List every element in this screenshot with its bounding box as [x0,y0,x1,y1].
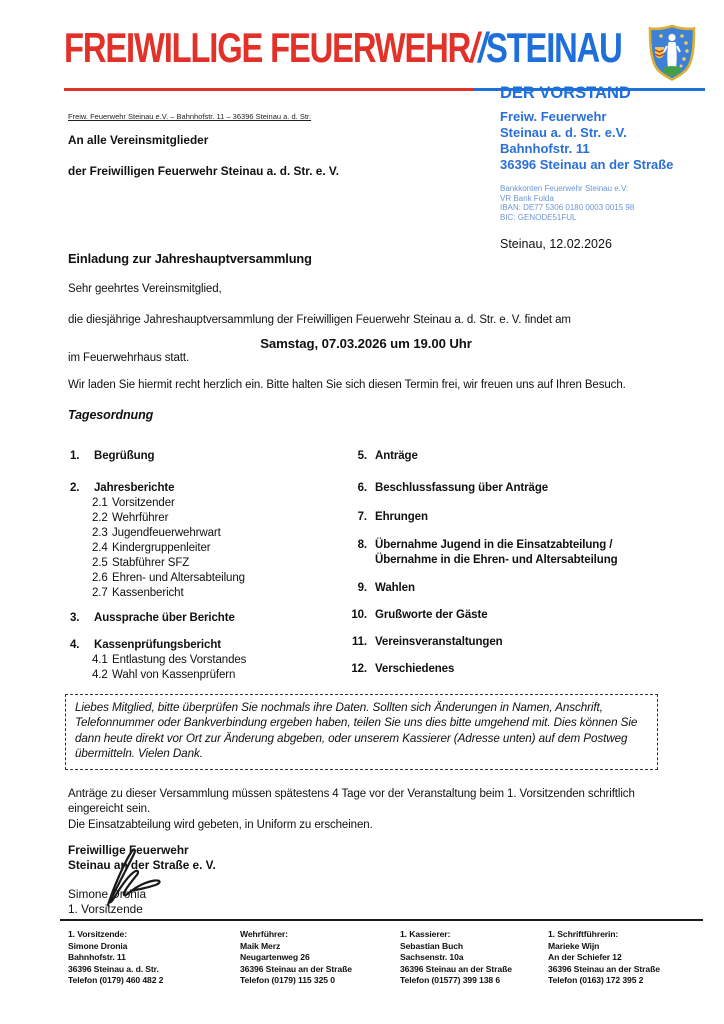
agenda-item: 5. Anträge [357,450,418,462]
vorstand-address-line: Steinau a. d. Str. e.V. [500,125,627,140]
vorstand-address-line: Freiw. Feuerwehr [500,109,607,124]
recipient-line1: An alle Vereinsmitglieder [68,133,209,147]
vorstand-address-block [500,83,710,252]
letter-body [68,251,664,423]
member-data-notice-box: Liebes Mitglied, bitte überprüfen Sie nochmals ihre Daten. Sollten sich Änderungen in Namen, Anschrift, Telefonnummer oder Bankverbindung ergeben haben, teilen Sie uns dies bitte umgehend mit. Dies können Sie dann heute direkt vor Ort zur Änderung abgeben, oder unserem Kassierer (Adresse unten) auf dem Postweg übermitteln. Vielen Dank. [65,694,658,770]
vorstand-address-line: Bahnhofstr. 11 [500,141,590,156]
recipient-block [68,133,339,179]
agenda-item: 6. Beschlussfassung über Anträge [357,482,549,494]
agenda-item: 11. Vereinsveranstaltungen [351,636,503,648]
agenda-right-column [343,449,665,677]
agenda-item: 1. Begrüßung [70,450,155,462]
bank-line: VR Bank Fulda [500,193,554,203]
agenda-subitem: 2.7 Kassenbericht [92,587,184,599]
sender-return-address: Freiw. Feuerwehr Steinau e.V. – Bahnhofstr. 11 – 36396 Steinau a. d. Str. [68,112,312,121]
event-datetime: Samstag, 07.03.2026 um 19.00 Uhr [260,336,472,351]
logo-slash-blue: / [478,24,487,71]
bank-line-iban: IBAN: DE77 5306 0180 0003 0015 98 [500,203,635,213]
logo-text-red: FREIWILLIGE FEUERWEHR [64,24,471,71]
salutation: Sehr geehrtes Vereinsmitglied, [68,283,222,295]
agenda-heading: Tagesordnung [68,408,154,422]
signature-org-line2: Steinau an der Straße e. V. [68,858,216,872]
footer-column-wehrfuehrer: Wehrführer: Maik Merz Neugartenweg 26 36396 Steinau an der Straße Telefon (0179) 115 325 0 [240,929,352,986]
signature-org-line1: Freiwillige Feuerwehr [68,843,189,857]
agenda-subitem: 2.1 Vorsitzender [92,497,175,509]
agenda-item: 2. Jahresberichte [70,482,175,494]
footer-column-vorsitzende: 1. Vorsitzende: Simone Dronia Bahnhofstr. 11 36396 Steinau a. d. Str. Telefon (0179) 460 482 2 [68,929,164,986]
footer-column-kassierer: 1. Kassierer: Sebastian Buch Sachsenstr. 10a 36396 Steinau an der Straße Telefon (01577) 399 138 6 [400,929,512,986]
agenda-item: 10. Grußworte der Gäste [351,609,488,621]
org-logo-wordmark [64,24,724,72]
agenda-subitem: 2.6 Ehren- und Altersabteilung [92,572,245,584]
recipient-line2: der Freiwilligen Feuerwehr Steinau a. d. Str. e. V. [68,164,339,178]
intro-paragraph: die diesjährige Jahreshauptversammlung der Freiwilligen Feuerwehr Steinau a. d. Str. e. V. findet am [68,314,571,326]
footer-column-schriftfuehrerin: 1. Schriftführerin: Marieke Wijn An der Schiefer 12 36396 Steinau an der Straße Telefon (0163) 172 395 2 [548,929,660,986]
agenda-item: 8. Übernahme Jugend in die Einsatzabteilung / Übernahme in die Ehren- und Altersabteilung [357,539,618,566]
event-location: im Feuerwehrhaus statt. [68,352,190,364]
vorstand-heading: DER VORSTAND [500,84,631,102]
date-line: Steinau, 12.02.2026 [500,237,612,252]
agenda-subitem: 4.1 Entlastung des Vorstandes [92,654,247,666]
agenda-item: 7. Ehrungen [357,511,428,523]
agenda-item: 3. Aussprache über Berichte [70,612,235,624]
agenda-item: 9. Wahlen [357,582,415,594]
agenda-subitem: 2.3 Jugendfeuerwehrwart [92,527,221,539]
closing-line2: Die Einsatzabteilung wird gebeten, in Uniform zu erscheinen. [68,818,373,831]
agenda-left-column [70,449,335,683]
agenda-subitem: 2.4 Kindergruppenleiter [92,542,211,554]
closing-paragraphs [68,787,670,833]
agenda-subitem: 4.2 Wahl von Kassenprüfern [92,669,236,681]
agenda-subitem: 2.5 Stabführer SFZ [92,557,190,569]
footer-col-title: 1. Vorsitzende: [68,929,127,939]
footer-col-title: Wehrführer: [240,929,288,939]
closing-line1: Anträge zu dieser Versammlung müssen spätestens 4 Tage vor der Veranstaltung beim 1. Vorsitzenden schriftlich eingereicht sein. [68,788,635,816]
agenda-item: 4. Kassenprüfungsbericht [70,639,221,651]
bank-details [500,184,710,222]
footer-divider [60,919,703,921]
agenda-item: 12. Verschiedenes [351,663,455,675]
bank-line-bic: BIC: GENODE51FUL [500,212,577,222]
vorstand-address-line: 36396 Steinau an der Straße [500,157,674,172]
signer-name: Simone Dronia [68,887,147,901]
bank-line: Bankkonten Feuerwehr Steinau e.V: [500,184,629,193]
agenda-subitem: 2.2 Wehrführer [92,512,169,524]
footer-col-title: 1. Kassierer: [400,929,451,939]
signer-role: 1. Vorsitzende [68,902,143,916]
subject-heading: Einladung zur Jahreshauptversammlung [68,251,312,266]
handwritten-signature-icon [80,845,190,914]
steinau-coat-of-arms-icon [648,24,696,86]
logo-slash-red: / [470,24,479,71]
footer-col-title: 1. Schriftführerin: [548,929,619,939]
logo-text-blue: STEINAU [486,24,622,71]
invitation-paragraph: Wir laden Sie hiermit recht herzlich ein. Bitte halten Sie sich diesen Termin frei, wir freuen uns auf Ihren Besuch. [68,379,626,391]
